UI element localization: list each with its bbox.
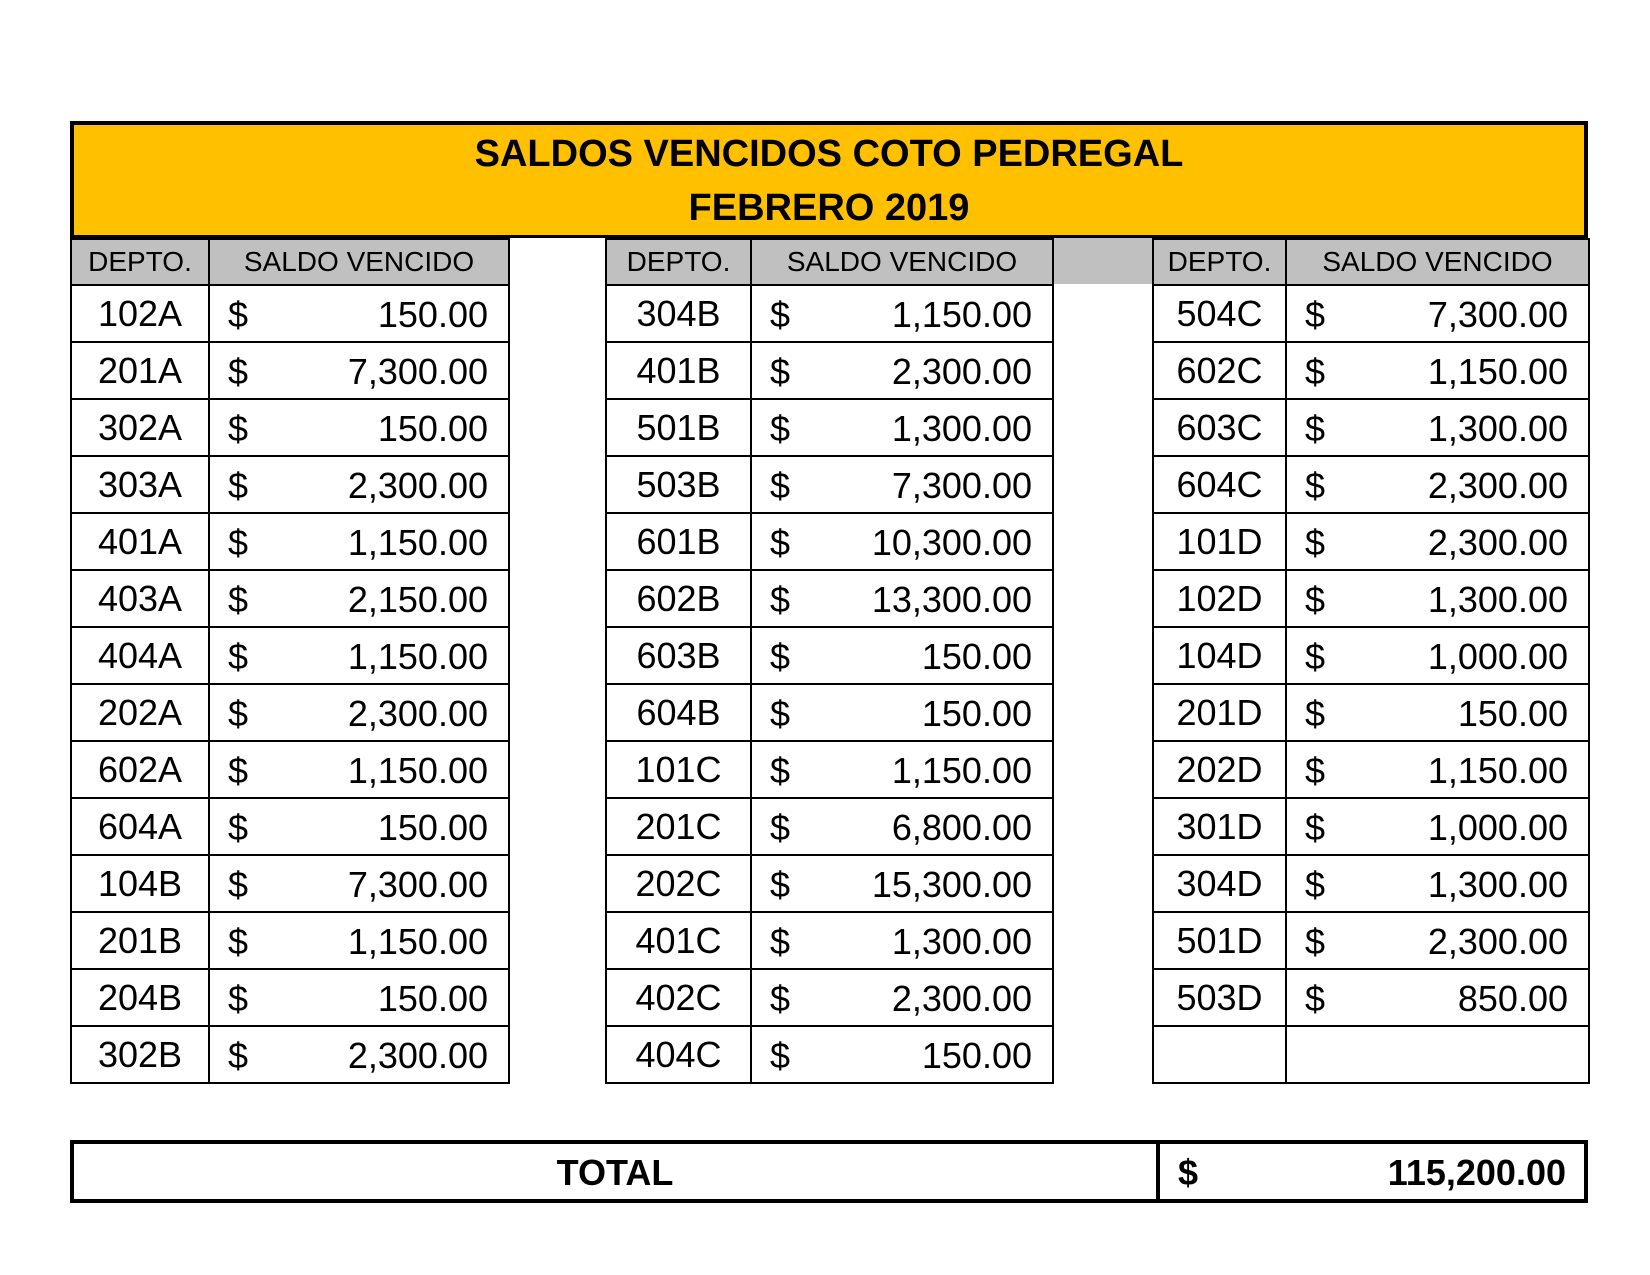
depto-cell: 104D	[1153, 627, 1286, 684]
saldo-cell	[1286, 969, 1589, 1026]
saldo-cell	[1286, 798, 1589, 855]
saldo-cell	[1286, 1026, 1589, 1083]
currency-symbol: $	[770, 978, 791, 1019]
currency-symbol: $	[770, 864, 791, 905]
saldo-cell	[751, 513, 1053, 570]
amount-value: 13,300.00	[871, 579, 1032, 620]
saldo-cell	[751, 912, 1053, 969]
saldo-cell	[209, 912, 509, 969]
header-depto: DEPTO.	[1153, 239, 1286, 285]
table-row	[1153, 855, 1589, 912]
table-row	[71, 285, 509, 342]
amount-value: 1,300.00	[891, 408, 1032, 449]
saldo-cell	[1286, 285, 1589, 342]
amount-value: 1,150.00	[1427, 750, 1568, 791]
currency-symbol: $	[770, 693, 791, 734]
currency-symbol: $	[228, 978, 249, 1019]
saldo-cell	[209, 627, 509, 684]
saldo-cell	[1286, 627, 1589, 684]
depto-cell: 501B	[606, 399, 751, 456]
amount-value: 1,000.00	[1427, 636, 1568, 677]
table-row	[606, 1026, 1053, 1083]
amount-value: 1,150.00	[891, 294, 1032, 335]
saldo-cell	[209, 684, 509, 741]
depto-cell: 403A	[71, 570, 209, 627]
table-row	[71, 741, 509, 798]
amount-value: 2,300.00	[1427, 465, 1568, 506]
saldo-cell	[1286, 513, 1589, 570]
saldo-cell	[751, 741, 1053, 798]
currency-symbol: $	[770, 636, 791, 677]
amount-value: 1,300.00	[1427, 864, 1568, 905]
depto-cell: 401A	[71, 513, 209, 570]
table-row	[606, 855, 1053, 912]
depto-cell: 102A	[71, 285, 209, 342]
balance-table-2	[605, 238, 1054, 1084]
table-row	[1153, 1026, 1589, 1083]
saldo-cell	[751, 627, 1053, 684]
saldo-cell	[751, 342, 1053, 399]
currency-symbol: $	[228, 1035, 249, 1076]
amount-value: 7,300.00	[347, 351, 488, 392]
depto-cell: 304D	[1153, 855, 1286, 912]
amount-value: 150.00	[921, 693, 1032, 734]
depto-cell: 602B	[606, 570, 751, 627]
currency-symbol: $	[770, 522, 791, 563]
currency-symbol: $	[228, 294, 249, 335]
table-row	[71, 513, 509, 570]
depto-cell: 202D	[1153, 741, 1286, 798]
table-row	[606, 684, 1053, 741]
amount-value: 1,000.00	[1427, 807, 1568, 848]
depto-cell: 104B	[71, 855, 209, 912]
saldo-cell	[1286, 456, 1589, 513]
currency-symbol: $	[770, 351, 791, 392]
currency-symbol: $	[1305, 408, 1326, 449]
currency-symbol: $	[770, 465, 791, 506]
depto-cell: 604C	[1153, 456, 1286, 513]
depto-cell: 603C	[1153, 399, 1286, 456]
depto-cell: 404C	[606, 1026, 751, 1083]
table-row	[71, 456, 509, 513]
depto-cell: 101D	[1153, 513, 1286, 570]
table-row	[606, 399, 1053, 456]
saldo-cell	[751, 855, 1053, 912]
amount-value: 7,300.00	[1427, 294, 1568, 335]
amount-value: 1,300.00	[891, 921, 1032, 962]
total-divider	[1156, 1144, 1160, 1199]
amount-value: 2,150.00	[347, 579, 488, 620]
table-row	[606, 570, 1053, 627]
saldo-cell	[751, 399, 1053, 456]
table-row	[1153, 513, 1589, 570]
table-row	[606, 912, 1053, 969]
table-row	[1153, 684, 1589, 741]
currency-symbol: $	[1305, 465, 1326, 506]
table-row	[71, 570, 509, 627]
total-amount: 115,200.00	[1387, 1152, 1566, 1193]
saldo-cell	[209, 399, 509, 456]
saldo-cell	[1286, 741, 1589, 798]
depto-cell: 201D	[1153, 684, 1286, 741]
amount-value: 150.00	[377, 978, 488, 1019]
depto-cell: 604B	[606, 684, 751, 741]
currency-symbol: $	[1305, 522, 1326, 563]
table-row	[71, 627, 509, 684]
currency-symbol: $	[770, 579, 791, 620]
amount-value: 150.00	[921, 1035, 1032, 1076]
saldo-cell	[209, 1026, 509, 1083]
header-depto: DEPTO.	[606, 239, 751, 285]
amount-value: 2,300.00	[891, 978, 1032, 1019]
currency-symbol: $	[770, 1035, 791, 1076]
table-row	[71, 1026, 509, 1083]
saldo-cell	[209, 285, 509, 342]
amount-value: 1,150.00	[347, 522, 488, 563]
currency-symbol: $	[770, 294, 791, 335]
depto-cell: 602A	[71, 741, 209, 798]
saldo-cell	[751, 285, 1053, 342]
depto-cell: 301D	[1153, 798, 1286, 855]
total-row	[70, 1140, 1588, 1203]
amount-value: 2,300.00	[347, 465, 488, 506]
depto-cell: 401B	[606, 342, 751, 399]
table-row	[1153, 399, 1589, 456]
table-row	[71, 798, 509, 855]
table-row	[1153, 285, 1589, 342]
table-row	[71, 684, 509, 741]
currency-symbol: $	[1305, 978, 1326, 1019]
amount-value: 2,300.00	[1427, 522, 1568, 563]
amount-value: 1,150.00	[1427, 351, 1568, 392]
depto-cell: 202A	[71, 684, 209, 741]
amount-value: 150.00	[377, 294, 488, 335]
saldo-cell	[209, 969, 509, 1026]
table-row	[1153, 912, 1589, 969]
saldo-cell	[1286, 570, 1589, 627]
depto-cell: 604A	[71, 798, 209, 855]
amount-value: 850.00	[1457, 978, 1568, 1019]
depto-cell: 402C	[606, 969, 751, 1026]
depto-cell: 303A	[71, 456, 209, 513]
saldo-cell	[209, 342, 509, 399]
total-currency-symbol: $	[1178, 1152, 1199, 1193]
table-row	[606, 627, 1053, 684]
currency-symbol: $	[1305, 921, 1326, 962]
saldo-cell	[751, 684, 1053, 741]
report-subtitle: FEBRERO 2019	[688, 187, 970, 229]
currency-symbol: $	[228, 522, 249, 563]
depto-cell: 404A	[71, 627, 209, 684]
depto-cell: 504C	[1153, 285, 1286, 342]
table-row	[1153, 798, 1589, 855]
total-label: TOTAL	[556, 1152, 674, 1193]
amount-value: 2,300.00	[891, 351, 1032, 392]
currency-symbol: $	[1305, 807, 1326, 848]
currency-symbol: $	[1305, 864, 1326, 905]
table-row	[1153, 741, 1589, 798]
saldo-cell	[1286, 399, 1589, 456]
balance-table-1	[70, 238, 510, 1084]
depto-cell: 204B	[71, 969, 209, 1026]
depto-cell: 201C	[606, 798, 751, 855]
table-row	[71, 912, 509, 969]
currency-symbol: $	[1305, 351, 1326, 392]
table-row	[71, 399, 509, 456]
depto-cell: 501D	[1153, 912, 1286, 969]
saldo-cell	[1286, 342, 1589, 399]
depto-cell: 201A	[71, 342, 209, 399]
amount-value: 1,150.00	[347, 636, 488, 677]
depto-cell: 401C	[606, 912, 751, 969]
amount-value: 10,300.00	[871, 522, 1032, 563]
table-row	[71, 855, 509, 912]
saldo-cell	[209, 798, 509, 855]
table-row	[606, 285, 1053, 342]
saldo-cell	[1286, 684, 1589, 741]
saldo-cell	[209, 570, 509, 627]
currency-symbol: $	[770, 750, 791, 791]
table-row	[606, 456, 1053, 513]
table-row	[606, 798, 1053, 855]
currency-symbol: $	[228, 921, 249, 962]
amount-value: 2,300.00	[347, 693, 488, 734]
header-gap-fill	[1052, 238, 1152, 284]
currency-symbol: $	[228, 693, 249, 734]
amount-value: 15,300.00	[871, 864, 1032, 905]
currency-symbol: $	[1305, 693, 1326, 734]
header-saldo: SALDO VENCIDO	[1286, 239, 1589, 285]
saldo-cell	[751, 798, 1053, 855]
amount-value: 2,300.00	[1427, 921, 1568, 962]
currency-symbol: $	[1305, 579, 1326, 620]
amount-value: 150.00	[377, 408, 488, 449]
saldo-cell	[1286, 912, 1589, 969]
saldo-cell	[751, 456, 1053, 513]
table-row	[1153, 342, 1589, 399]
depto-cell: 102D	[1153, 570, 1286, 627]
amount-value: 150.00	[921, 636, 1032, 677]
currency-symbol: $	[228, 750, 249, 791]
currency-symbol: $	[228, 351, 249, 392]
table-row	[606, 969, 1053, 1026]
currency-symbol: $	[770, 408, 791, 449]
amount-value: 2,300.00	[347, 1035, 488, 1076]
depto-cell: 201B	[71, 912, 209, 969]
table-row	[71, 342, 509, 399]
saldo-cell	[209, 855, 509, 912]
table-row	[606, 513, 1053, 570]
table-row	[1153, 627, 1589, 684]
amount-value: 1,150.00	[347, 750, 488, 791]
currency-symbol: $	[770, 807, 791, 848]
amount-value: 7,300.00	[891, 465, 1032, 506]
amount-value: 1,300.00	[1427, 408, 1568, 449]
header-depto: DEPTO.	[71, 239, 209, 285]
depto-cell	[1153, 1026, 1286, 1083]
currency-symbol: $	[1305, 636, 1326, 677]
header-saldo: SALDO VENCIDO	[751, 239, 1053, 285]
currency-symbol: $	[770, 921, 791, 962]
depto-cell: 304B	[606, 285, 751, 342]
depto-cell: 603B	[606, 627, 751, 684]
saldo-cell	[751, 1026, 1053, 1083]
currency-symbol: $	[228, 465, 249, 506]
amount-value: 150.00	[1457, 693, 1568, 734]
depto-cell: 602C	[1153, 342, 1286, 399]
table-row	[606, 342, 1053, 399]
table-row	[606, 741, 1053, 798]
depto-cell: 302B	[71, 1026, 209, 1083]
report-title: SALDOS VENCIDOS COTO PEDREGAL	[474, 133, 1184, 175]
table-row	[1153, 570, 1589, 627]
saldo-cell	[1286, 855, 1589, 912]
saldo-cell	[751, 969, 1053, 1026]
table-row	[1153, 969, 1589, 1026]
amount-value: 1,300.00	[1427, 579, 1568, 620]
saldo-cell	[751, 570, 1053, 627]
depto-cell: 101C	[606, 741, 751, 798]
currency-symbol: $	[228, 807, 249, 848]
depto-cell: 302A	[71, 399, 209, 456]
currency-symbol: $	[228, 408, 249, 449]
depto-cell: 601B	[606, 513, 751, 570]
amount-value: 6,800.00	[891, 807, 1032, 848]
header-saldo: SALDO VENCIDO	[209, 239, 509, 285]
amount-value: 7,300.00	[347, 864, 488, 905]
table-row	[1153, 456, 1589, 513]
depto-cell: 503D	[1153, 969, 1286, 1026]
saldo-cell	[209, 741, 509, 798]
title-banner	[70, 121, 1588, 238]
currency-symbol: $	[1305, 750, 1326, 791]
currency-symbol: $	[1305, 294, 1326, 335]
table-row	[71, 969, 509, 1026]
saldo-cell	[209, 456, 509, 513]
amount-value: 1,150.00	[347, 921, 488, 962]
amount-value: 150.00	[377, 807, 488, 848]
currency-symbol: $	[228, 636, 249, 677]
currency-symbol: $	[228, 864, 249, 905]
amount-value: 1,150.00	[891, 750, 1032, 791]
depto-cell: 202C	[606, 855, 751, 912]
currency-symbol: $	[228, 579, 249, 620]
balance-table-3	[1152, 238, 1590, 1084]
saldo-cell	[209, 513, 509, 570]
depto-cell: 503B	[606, 456, 751, 513]
